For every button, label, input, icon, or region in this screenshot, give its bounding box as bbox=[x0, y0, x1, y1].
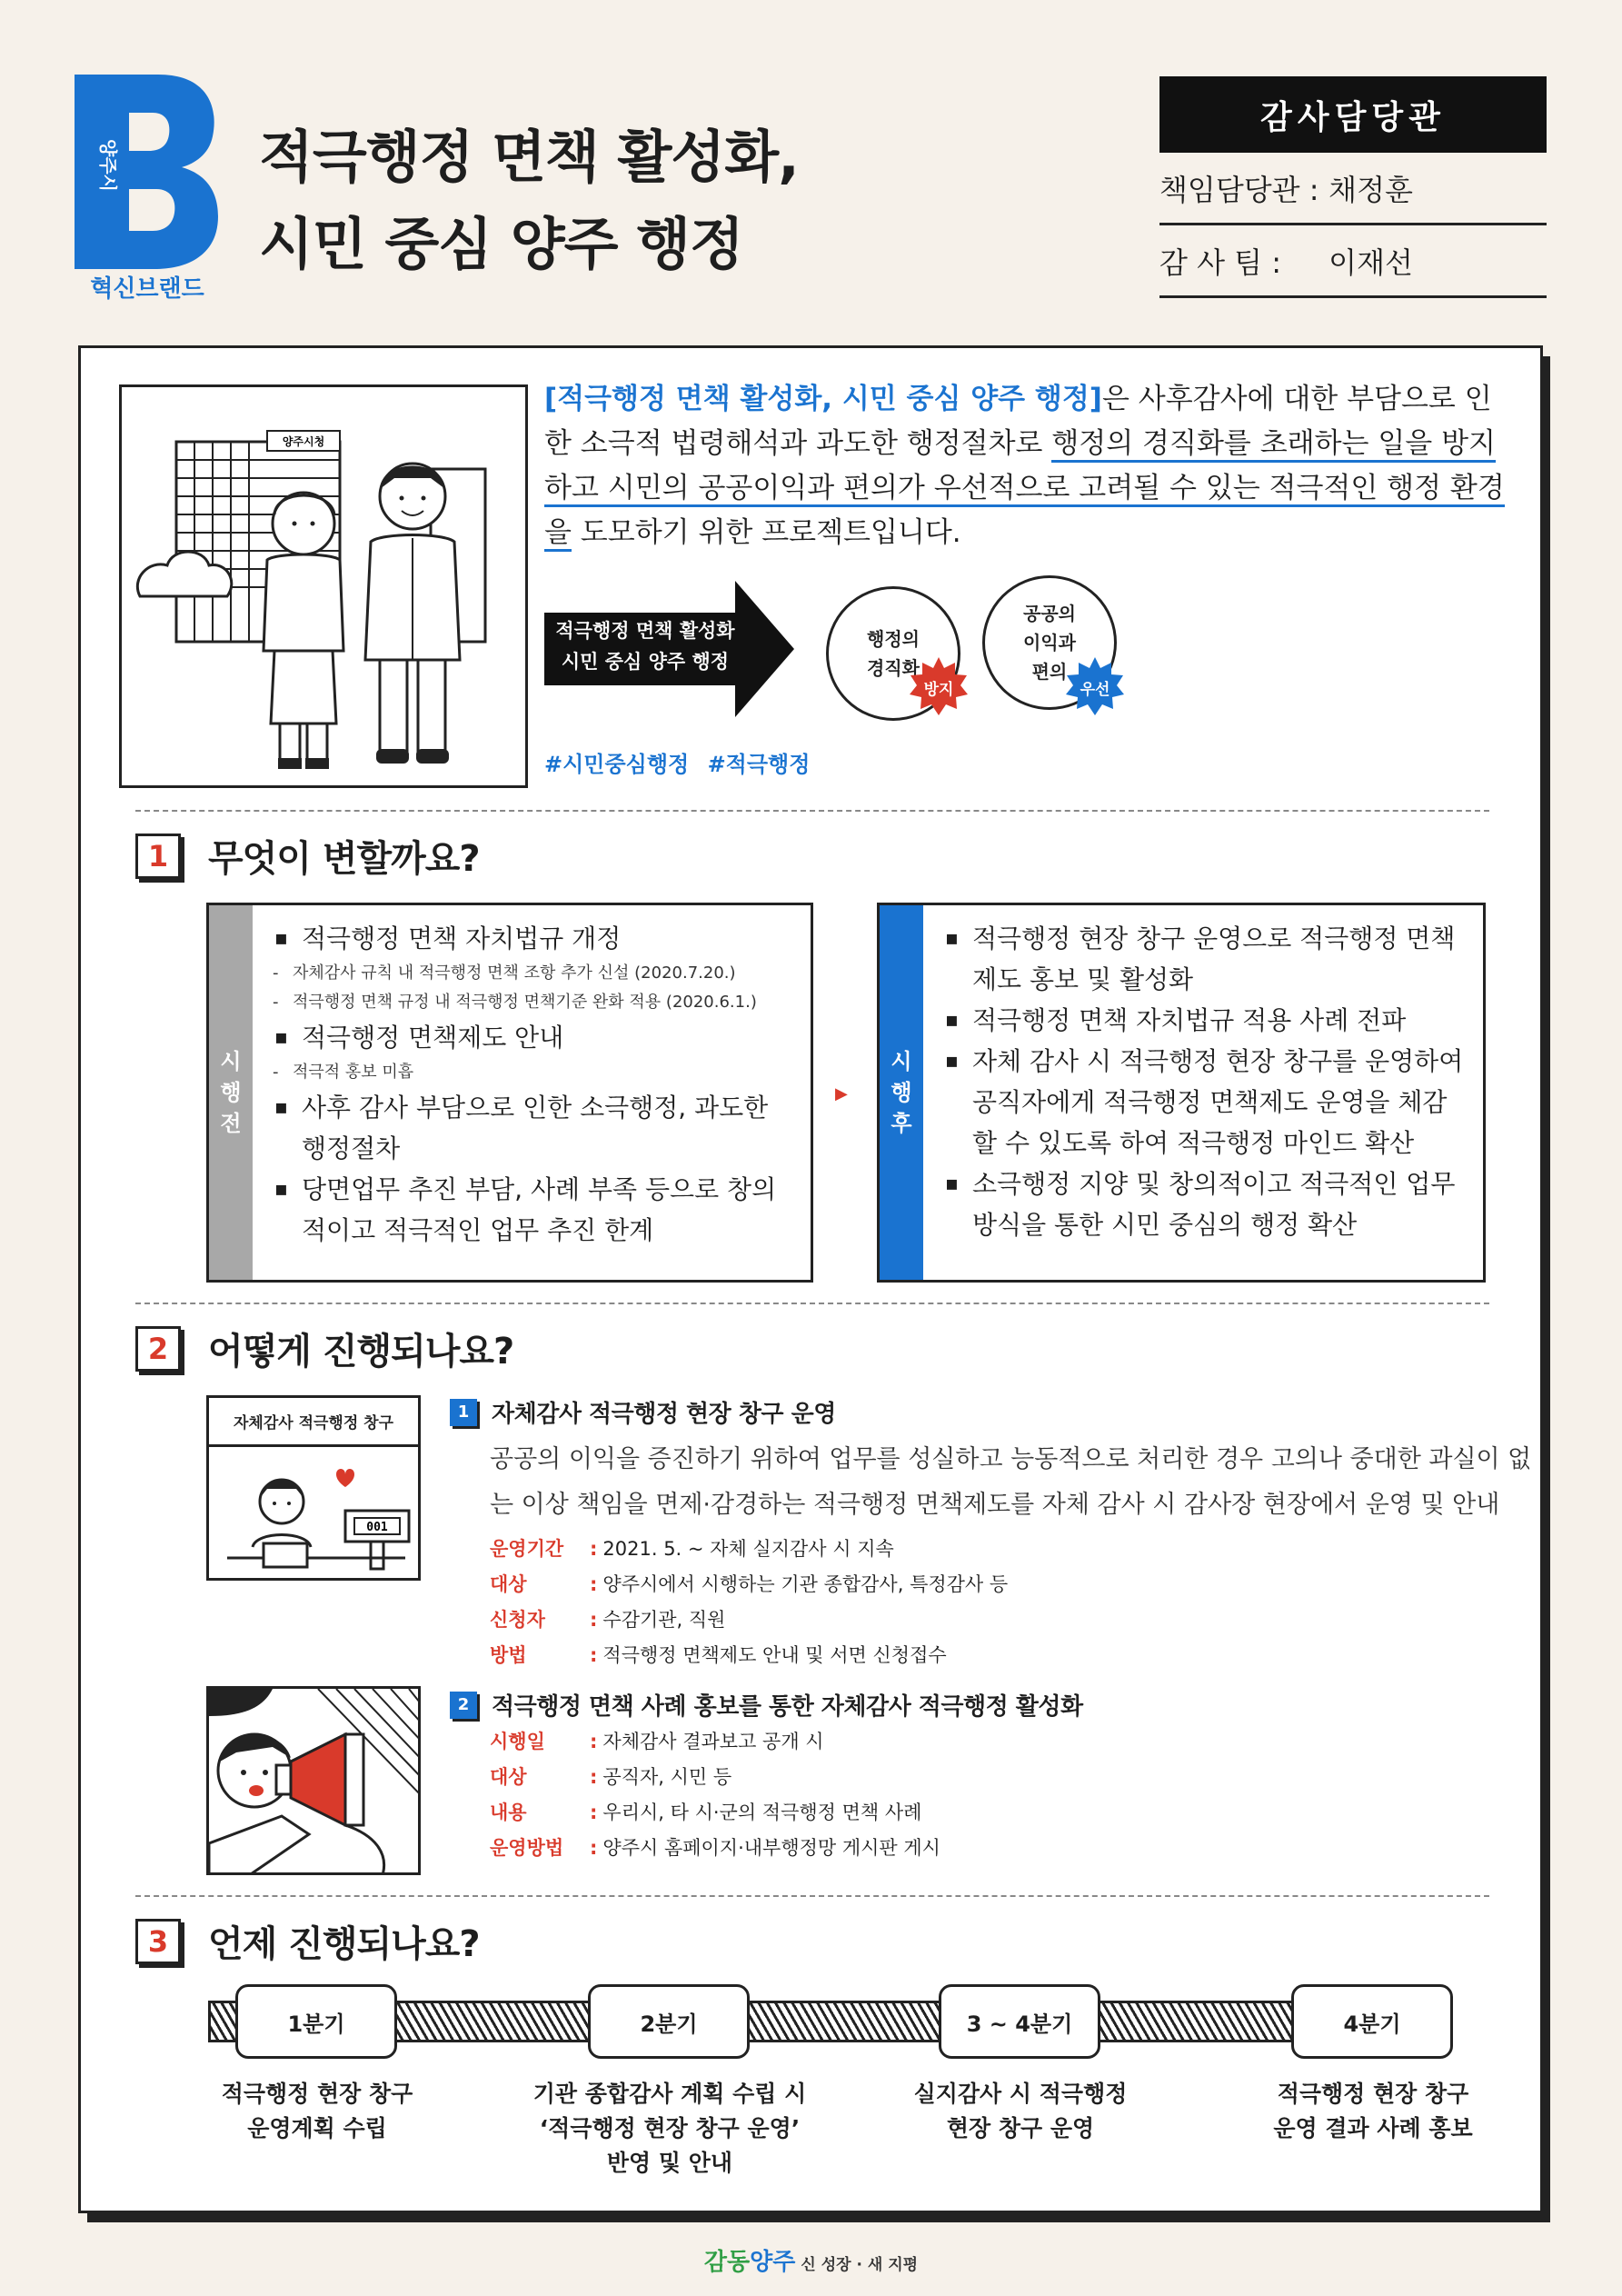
megaphone-illustration bbox=[206, 1686, 421, 1875]
badge-prevent: 방지 bbox=[923, 681, 954, 699]
after-item: ▪ 적극행정 면책 자치법규 적용 사례 전파 bbox=[943, 1000, 1470, 1041]
info-label: 대상 bbox=[490, 1573, 527, 1595]
before-item: ▪ 사후 감사 부담으로 인한 소극행정, 과도한 행정절차 bbox=[273, 1087, 798, 1169]
hashtags: #시민중심행정 #적극행정 bbox=[544, 752, 811, 777]
info-label: 신청자 bbox=[490, 1609, 545, 1631]
info-row: 운영기간 : 2021. 5. ~ 자체 실지감사 시 지속 bbox=[490, 1532, 1008, 1567]
intro-text-1: 은 사후감사에 대한 부담으로 인한 소극적 법령해석과 과도한 행정절차로 bbox=[544, 383, 1492, 460]
intro-illustration bbox=[119, 384, 528, 788]
item-1-number: 1 bbox=[450, 1399, 477, 1426]
footer-slogan: 신 성장 · 새 지평 bbox=[801, 2256, 919, 2274]
circle-public-line-2: 이익과 bbox=[1023, 632, 1076, 654]
item-1-description: 공공의 이익을 증진하기 위하여 업무를 성실하고 능동적으로 처리한 경우 고의나 중대한 과실이 없는 이상 책임을 면제·감경하는 적극행정 면책제도를 자체 감사 시 감사장 현장에서 운영 및 안내 bbox=[490, 1445, 1532, 1519]
after-label-char: 시 bbox=[891, 1049, 912, 1074]
timeline-text bbox=[172, 2077, 463, 2146]
section-2-header bbox=[135, 1323, 513, 1374]
divider bbox=[135, 810, 1489, 812]
intro-paragraph bbox=[544, 377, 1517, 555]
item-2-number: 2 bbox=[450, 1692, 477, 1719]
info-value: 우리시, 타 시·군의 적극행정 면책 사례 bbox=[602, 1802, 922, 1823]
info-label: 운영기간 bbox=[490, 1538, 564, 1560]
info-row: 시행일 : 자체감사 결과보고 공개 시 bbox=[490, 1724, 940, 1760]
before-item: ▪ 적극행정 면책제도 안내 bbox=[273, 1017, 798, 1058]
timeline-text bbox=[875, 2077, 1166, 2146]
manager-row bbox=[1159, 153, 1547, 225]
goal-arrow-label bbox=[550, 615, 741, 677]
main-card bbox=[78, 345, 1543, 2213]
info-row: 방법 : 적극행정 면책제도 안내 및 서면 신청접수 bbox=[490, 1638, 1008, 1673]
section-2-number: 2 bbox=[135, 1326, 181, 1372]
section-3-title: 언제 진행되나요? bbox=[208, 1923, 480, 1965]
info-label: 대상 bbox=[490, 1766, 527, 1788]
section-1-number: 1 bbox=[135, 834, 181, 879]
footer-brand-1: 감동 bbox=[703, 2249, 751, 2276]
timeline-line: 적극행정 현장 창구 bbox=[221, 2081, 413, 2107]
title-line-1: 적극행정 면책 활성화, bbox=[259, 124, 799, 190]
timeline-line: 기관 종합감사 계획 수립 시 bbox=[532, 2081, 807, 2107]
timeline-quarter: 4분기 bbox=[1291, 1984, 1453, 2059]
after-item: ▪ 소극행정 지양 및 창의적이고 적극적인 업무방식을 통한 시민 중심의 행정 확산 bbox=[943, 1163, 1470, 1245]
circle-rigidity-line-2: 경직화 bbox=[867, 657, 920, 679]
before-label-char: 전 bbox=[220, 1111, 242, 1136]
before-item: ▪ 적극행정 면책 자치법규 개정 bbox=[273, 918, 798, 959]
after-list bbox=[943, 918, 1470, 1245]
city-hall-sign: 양주시청 bbox=[282, 435, 325, 448]
timeline-line: 반영 및 안내 bbox=[606, 2150, 733, 2176]
info-row: 신청자 : 수감기관, 직원 bbox=[490, 1602, 1008, 1638]
before-label bbox=[209, 905, 253, 1280]
info-value: 자체감사 결과보고 공개 시 bbox=[602, 1731, 824, 1752]
info-value: 양주시 홈페이지·내부행정망 게시판 게시 bbox=[602, 1837, 940, 1859]
manager-name: 채정훈 bbox=[1328, 172, 1413, 207]
item-2-header bbox=[450, 1688, 1083, 1722]
timeline-quarter: 1분기 bbox=[235, 1984, 397, 2059]
info-row: 대상 : 양주시에서 시행하는 기관 종합감사, 특정감사 등 bbox=[490, 1567, 1008, 1602]
info-label: 내용 bbox=[490, 1802, 527, 1823]
info-value: 2021. 5. ~ 자체 실지감사 시 지속 bbox=[602, 1538, 894, 1560]
timeline-line: 운영 결과 사례 홍보 bbox=[1273, 2115, 1473, 2141]
timeline-line: 실지감사 시 적극행정 bbox=[913, 2081, 1128, 2107]
info-value: 공직자, 시민 등 bbox=[602, 1766, 732, 1788]
intro-text-2: 도모하기 위한 프로젝트입니다. bbox=[571, 516, 961, 549]
item-2-title: 적극행정 면책 사례 홍보를 통한 자체감사 적극행정 활성화 bbox=[492, 1693, 1083, 1721]
timeline-quarter: 3 ~ 4분기 bbox=[939, 1984, 1100, 2059]
badge-priority: 우선 bbox=[1080, 681, 1110, 699]
info-label: 운영방법 bbox=[490, 1837, 564, 1859]
counter-illustration bbox=[206, 1395, 421, 1581]
before-list bbox=[273, 918, 798, 1251]
item-2-info bbox=[490, 1724, 940, 1866]
before-subitem: - 적극행정 면책 규정 내 적극행정 면책기준 완화 적용 (2020.6.1.) bbox=[273, 988, 798, 1017]
brand-logo bbox=[75, 75, 220, 302]
timeline-line: ‘적극행정 현장 창구 운영’ bbox=[539, 2115, 801, 2141]
section-2-title: 어떻게 진행되나요? bbox=[208, 1331, 514, 1373]
timeline-line: 적극행정 현장 창구 bbox=[1277, 2081, 1469, 2107]
department-name: 감사담당관 bbox=[1159, 76, 1547, 153]
after-box bbox=[877, 903, 1486, 1283]
item-1-info bbox=[490, 1532, 1008, 1673]
section-1-title: 무엇이 변할까요? bbox=[208, 838, 480, 880]
page-title bbox=[259, 114, 799, 288]
circle-rigidity-line-1: 행정의 bbox=[867, 628, 920, 650]
timeline-line: 현장 창구 운영 bbox=[946, 2115, 1095, 2141]
after-label-char: 후 bbox=[891, 1111, 912, 1136]
before-label-char: 시 bbox=[220, 1049, 242, 1074]
triangle-right-icon: ▶ bbox=[835, 1084, 848, 1103]
timeline-quarter: 2분기 bbox=[588, 1984, 750, 2059]
info-label: 시행일 bbox=[490, 1731, 545, 1752]
circle-public-line-1: 공공의 bbox=[1023, 603, 1076, 624]
section-3-header bbox=[135, 1915, 480, 1967]
team-name: 이재선 bbox=[1328, 245, 1413, 280]
section-3-number: 3 bbox=[135, 1919, 181, 1964]
team-row bbox=[1159, 225, 1547, 298]
title-line-2: 시민 중심 양주 행정 bbox=[259, 211, 743, 277]
after-label-char: 행 bbox=[891, 1080, 912, 1105]
intro-underlined: 행정의 경직화를 초래하는 일을 방지하고 시민의 공공이익과 편의가 우선적으로 고려될 수 있는 적극적인 행정 환경을 bbox=[544, 427, 1505, 552]
info-label: 방법 bbox=[490, 1644, 527, 1666]
divider bbox=[135, 1895, 1489, 1897]
info-value: 양주시에서 시행하는 기관 종합감사, 특정감사 등 bbox=[602, 1573, 1009, 1595]
goal-arrow-line-1: 적극행정 면책 활성화 bbox=[555, 620, 735, 642]
team-label: 감 사 팀 : bbox=[1159, 245, 1282, 280]
before-item: ▪ 당면업무 추진 부담, 사례 부족 등으로 창의적이고 적극적인 업무 추진 한계 bbox=[273, 1169, 798, 1251]
info-row: 대상 : 공직자, 시민 등 bbox=[490, 1760, 940, 1795]
info-row: 운영방법 : 양주시 홈페이지·내부행정망 게시판 게시 bbox=[490, 1831, 940, 1866]
info-value: 적극행정 면책제도 안내 및 서면 신청접수 bbox=[602, 1644, 947, 1666]
before-subitem: - 적극적 홍보 미흡 bbox=[273, 1058, 798, 1087]
before-subitem: - 자체감사 규칙 내 적극행정 면책 조항 추가 신설 (2020.7.20.) bbox=[273, 959, 798, 988]
info-row: 내용 : 우리시, 타 시·군의 적극행정 면책 사례 bbox=[490, 1795, 940, 1831]
after-item: ▪ 적극행정 현장 창구 운영으로 적극행정 면책제도 홍보 및 활성화 bbox=[943, 918, 1470, 1000]
info-value: 수감기관, 직원 bbox=[602, 1609, 726, 1631]
timeline-text bbox=[524, 2077, 815, 2181]
timeline-text bbox=[1228, 2077, 1518, 2146]
goal-arrow-line-2: 시민 중심 양주 행정 bbox=[561, 651, 730, 673]
before-box bbox=[206, 903, 813, 1283]
intro-highlight: [적극행정 면책 활성화, 시민 중심 양주 행정] bbox=[544, 383, 1102, 415]
footer-brand bbox=[0, 2243, 1622, 2277]
timeline-line: 운영계획 수립 bbox=[247, 2115, 387, 2141]
footer-brand-2: 양주 bbox=[750, 2249, 796, 2276]
logo-side-text: 양주시 bbox=[97, 139, 119, 192]
after-item: ▪ 자체 감사 시 적극행정 현장 창구를 운영하여 공직자에게 적극행정 면책제도 운영을 체감할 수 있도록 하여 적극행정 마인드 확산 bbox=[943, 1041, 1470, 1163]
logo-caption: 혁신브랜드 bbox=[90, 275, 204, 302]
before-label-char: 행 bbox=[220, 1080, 242, 1105]
manager-label: 책임담당관 : bbox=[1159, 172, 1319, 207]
divider bbox=[135, 1303, 1489, 1304]
counter-caption: 자체감사 적극행정 창구 bbox=[209, 1398, 418, 1447]
circle-public-line-3: 편의 bbox=[1031, 661, 1068, 683]
after-label bbox=[880, 905, 923, 1280]
item-1-header bbox=[450, 1395, 836, 1429]
section-1-header bbox=[135, 830, 480, 882]
item-1-title: 자체감사 적극행정 현장 창구 운영 bbox=[492, 1401, 836, 1428]
counter-number: 001 bbox=[366, 1521, 388, 1534]
